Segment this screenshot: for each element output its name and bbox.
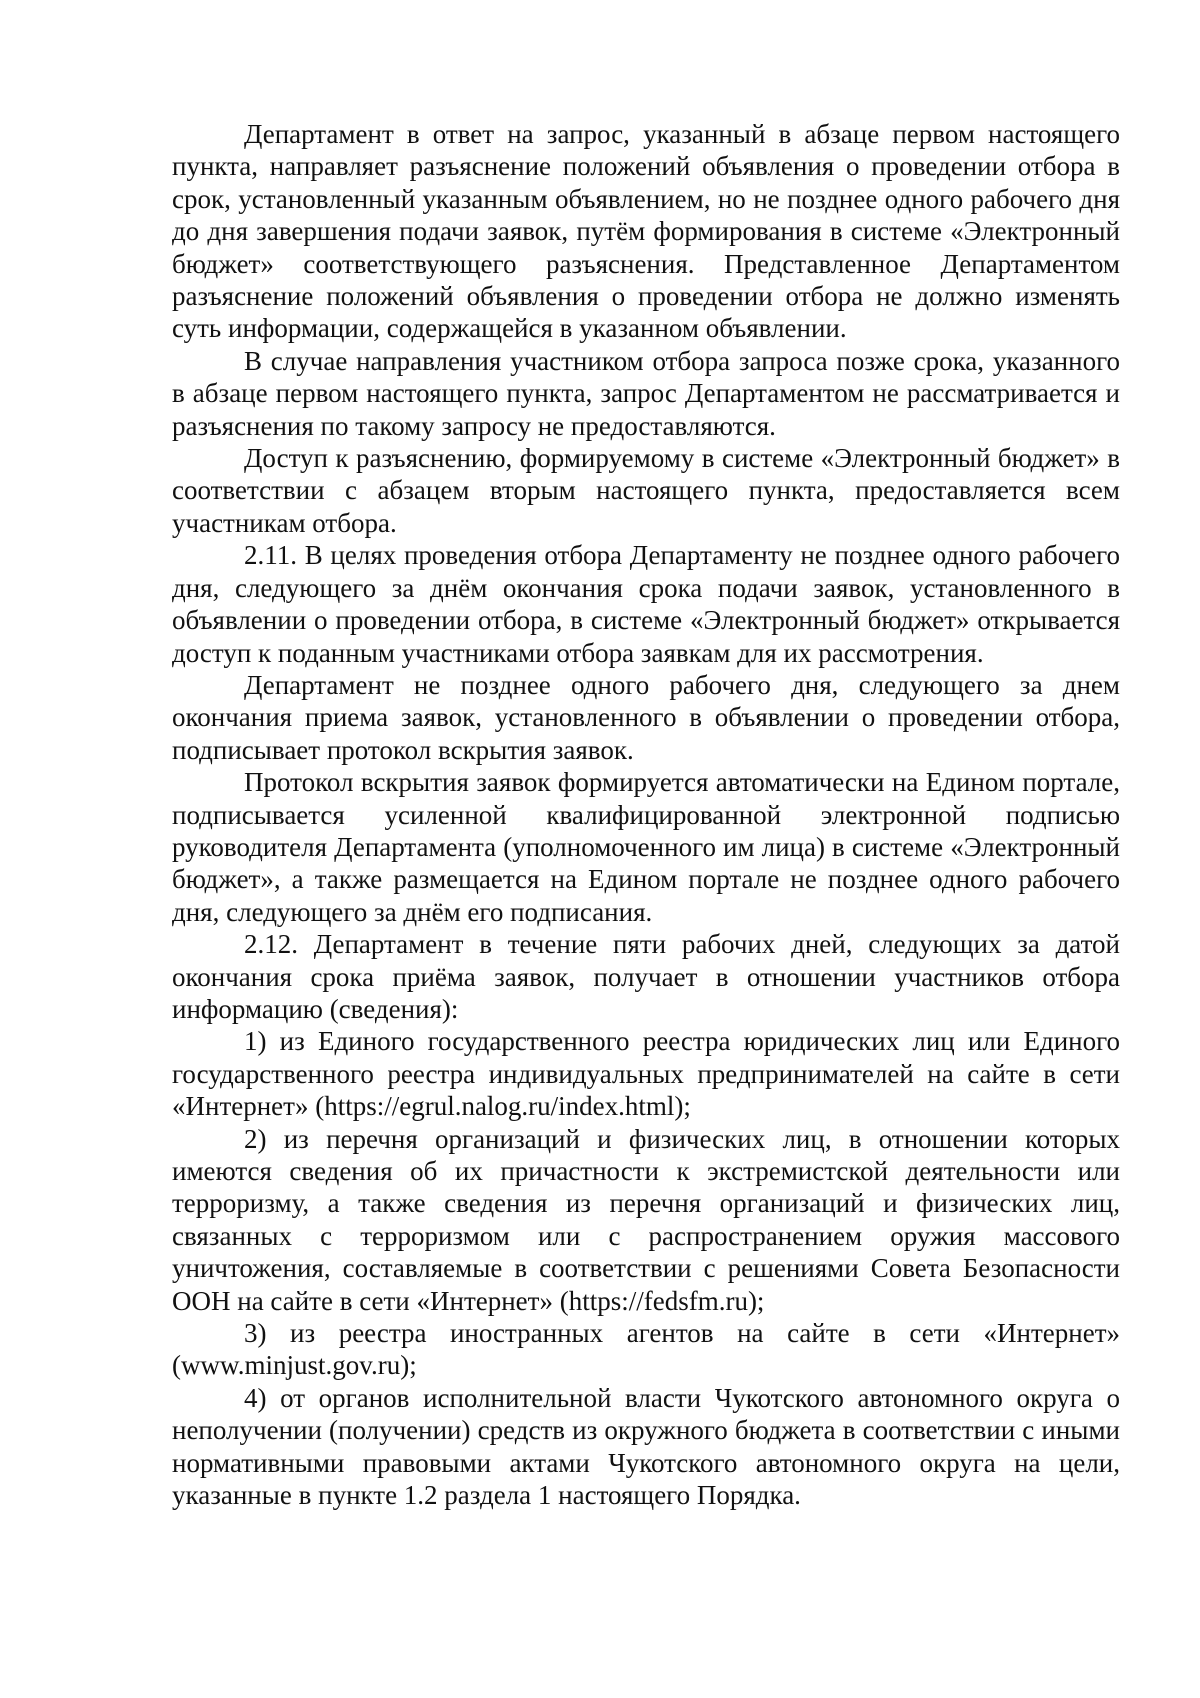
paragraph-2-12: 2.12. Департамент в течение пяти рабочих дней, следующих за датой окончания срока приёма заявок, получает в отношении участников отбора информацию (сведения): (172, 929, 1120, 1024)
document-body (172, 118, 1120, 1511)
paragraph-access-to-explanation: Доступ к разъяснению, формируемому в системе «Электронный бюджет» в соответствии с абзацем вторым настоящего пункта, предоставляется всем участникам отбора. (172, 443, 1120, 538)
paragraph-2-11: 2.11. В целях проведения отбора Департаменту не позднее одного рабочего дня, следующего за днём окончания срока подачи заявок, установленного в объявлении о проведении отбора, в системе «Электронный бюджет» открывается доступ к поданным участниками отбора заявкам для их рассмотрения. (172, 540, 1120, 668)
list-item-4: 4) от органов исполнительной власти Чукотского автономного округа о неполучении (получении) средств из окружного бюджета в соответствии с иными нормативными правовыми актами Чукотского автономного округа на цели, указанные в пункте 1.2 раздела 1 настоящего Порядка. (172, 1382, 1120, 1511)
list-item-3: 3) из реестра иностранных агентов на сайте в сети «Интернет» (www.minjust.gov.ru); (172, 1318, 1120, 1381)
list-item-1: 1) из Единого государственного реестра юридических лиц или Единого государственного реестра индивидуальных предпринимателей на сайте в сети «Интернет» (https://egrul.nalog.ru/index.html); (172, 1026, 1120, 1122)
paragraph-explanation-sending: Департамент в ответ на запрос, указанный в абзаце первом настоящего пункта, направляет разъяснение положений объявления о проведении отбора в срок, установленный указанным объявлением, но не позднее одного рабочего дня до дня завершения подачи заявок, путём формирования в системе «Электронный бюджет» соответствующего разъяснения. Представленное Департаментом разъяснение положений объявления о проведении отбора не должно изменять суть информации, содержащейся в указанном объявлении. (172, 119, 1120, 344)
list-item-2: 2) из перечня организаций и физических лиц, в отношении которых имеются сведения об их причастности к экстремистской деятельности или терроризму, а также сведения из перечня организаций и физических лиц, связанных с терроризмом или с распространением оружия массового уничтожения, составляемые в соответствии с решениями Совета Безопасности ООН на сайте в сети «Интернет» (https://fedsfm.ru); (172, 1123, 1120, 1316)
paragraph-opening-protocol-signing: Департамент не позднее одного рабочего дня, следующего за днем окончания приема заявок, установленного в объявлении о проведении отбора, подписывает протокол вскрытия заявок. (172, 669, 1120, 765)
paragraph-opening-protocol-forming: Протокол вскрытия заявок формируется автоматически на Едином портале, подписывается усиленной квалифицированной электронной подписью руководителя Департамента (уполномоченного им лица) в системе «Электронный бюджет», а также размещается на Едином портале не позднее одного рабочего дня, следующего за днём его подписания. (172, 767, 1120, 927)
paragraph-late-request: В случае направления участником отбора запроса позже срока, указанного в абзаце первом настоящего пункта, запрос Департаментом не рассматривается и разъяснения по такому запросу не предоставляются. (172, 345, 1120, 441)
